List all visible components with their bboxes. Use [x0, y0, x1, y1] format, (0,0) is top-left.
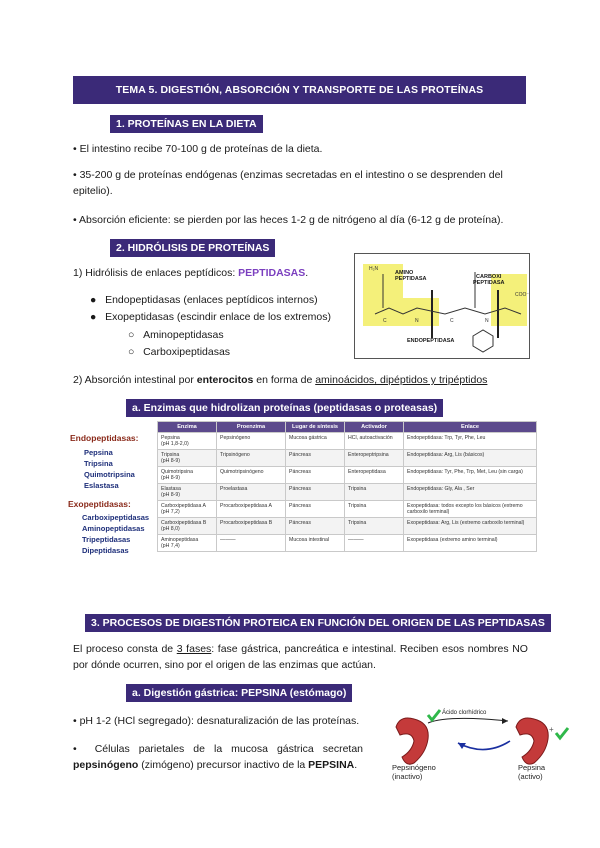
table-cell: Pepsina (pH 1,8-2,0) — [158, 433, 217, 450]
section-1-heading: 1. PROTEÍNAS EN LA DIETA — [110, 115, 263, 133]
table-cell: Páncreas — [286, 450, 345, 467]
bullet-3: • Absorción eficiente: se pierden por las heces 1-2 g de nitrógeno al día (6-12 g de proteína). — [73, 214, 504, 226]
exopeptidase-item: ● Exopeptidasas (escindir enlace de los extremos) — [90, 311, 331, 323]
table-cell: Procarboxipeptidasa B — [217, 518, 286, 535]
list-item: Eslastasa — [84, 481, 119, 490]
svg-text:N: N — [485, 318, 489, 324]
pepsinogen-label: Pepsinógeno (inactivo) — [392, 763, 436, 781]
table-cell: Exopeptidasa (extremo amino terminal) — [404, 535, 537, 552]
hcl-label: Ácido clorhídrico — [442, 710, 487, 716]
table-cell: Endopeptidasa: Gly, Ala , Ser — [404, 484, 537, 501]
table-cell: Endopeptidasa: Tyr, Phe, Trp, Met, Leu (sin carga) — [404, 467, 537, 484]
bullet-1: • El intestino recibe 70-100 g de proteínas de la dieta. — [73, 143, 323, 155]
table-cell: Enteropeptripsina — [345, 450, 404, 467]
table-row — [158, 501, 537, 518]
absorption-line: 2) Absorción intestinal por enterocitos en forma de aminoácidos, dipéptidos y tripéptidos — [73, 374, 488, 386]
aminopeptidase-item: ○ Aminopeptidasas — [128, 329, 224, 341]
table-cell: HCl, autoactivación — [345, 433, 404, 450]
table-header-row — [158, 422, 537, 433]
table-cell: Elastasa (pH 8-9) — [158, 484, 217, 501]
svg-text:H₂N: H₂N — [369, 266, 379, 272]
table-row — [158, 467, 537, 484]
enzyme-table-wrap — [157, 421, 537, 552]
side-list — [70, 433, 149, 556]
gastric-subheading: a. Digestión gástrica: PEPSINA (estómago) — [126, 684, 352, 702]
col-activador: Activador — [345, 422, 404, 433]
col-proenzima: Proenzima — [217, 422, 286, 433]
page-title: TEMA 5. DIGESTIÓN, ABSORCIÓN Y TRANSPORTE DE LAS PROTEÍNAS — [73, 76, 526, 104]
section-3-heading: 3. PROCESOS DE DIGESTIÓN PROTEICA EN FUNCIÓN DEL ORIGEN DE LAS PEPTIDASAS — [85, 614, 551, 632]
col-enzima: Enzima — [158, 422, 217, 433]
list-item: Tripeptidasas — [82, 535, 131, 544]
table-row — [158, 433, 537, 450]
table-cell: Páncreas — [286, 484, 345, 501]
table-cell: Tripsinógeno — [217, 450, 286, 467]
endopeptidases-heading: Endopeptidasas: — [70, 433, 139, 443]
svg-text:COO⁻: COO⁻ — [515, 292, 529, 298]
endopeptidases-list — [70, 447, 149, 491]
svg-text:N: N — [415, 318, 419, 324]
pepsin-label: Pepsina (activo) — [518, 763, 546, 781]
table-cell: Tripsina (pH 8-9) — [158, 450, 217, 467]
table-cell: Proelastasa — [217, 484, 286, 501]
carboxi-peptidase-label: CARBOXI PEPTIDASA — [473, 274, 505, 286]
plus-sign: + — [549, 725, 554, 734]
table-cell: Exopeptidasa: Arg, Lis (extremo carboxilo terminal) — [404, 518, 537, 535]
table-cell: Pepsinógeno — [217, 433, 286, 450]
list-item: Tripsina — [84, 459, 113, 468]
col-lugar: Lugar de síntesis — [286, 422, 345, 433]
list-item: Dipeptidasas — [82, 546, 129, 555]
table-row — [158, 450, 537, 467]
endopeptidase-label: ENDOPEPTIDASA — [407, 338, 455, 344]
table-cell: Carboxipeptidasa A (pH 7,2) — [158, 501, 217, 518]
col-enlace: Enlace — [404, 422, 537, 433]
table-cell: Quimotripsinógeno — [217, 467, 286, 484]
table-cell: ——— — [345, 535, 404, 552]
table-cell: Mucosa gástrica — [286, 433, 345, 450]
enzymes-subheading: a. Enzimas que hidrolizan proteínas (peptidasas o proteasas) — [126, 399, 443, 417]
table-cell: Procarboxipeptidasa A — [217, 501, 286, 518]
list-item: Quimotripsina — [84, 470, 135, 479]
hydrolysis-line: 1) Hidrólisis de enlaces peptídicos: PEPTIDASAS. — [73, 267, 309, 279]
pepsin-activation-figure — [390, 705, 590, 790]
table-cell: Aminopeptidasa (pH 7,4) — [158, 535, 217, 552]
phases-paragraph: El proceso consta de 3 fases: fase gástrica, pancreática e intestinal. Reciben esos nombres NO por dónde ocurren, sino por el origen de las enzimas que actúan. — [73, 643, 528, 671]
table-cell: Tripsina — [345, 518, 404, 535]
parietal-bullet: • Células parietales de la mucosa gástrica secretan pepsinógeno (zimógeno) precursor inactivo de la PEPSINA. — [73, 743, 364, 771]
table-cell: Carboxipeptidasa B (pH 8,0) — [158, 518, 217, 535]
section-2-heading: 2. HIDRÓLISIS DE PROTEÍNAS — [110, 239, 275, 257]
enzyme-table — [157, 421, 537, 552]
table-cell: Exopeptidasa: todos excepto los básicos (extremo carboxilo terminal) — [404, 501, 537, 518]
svg-text:C: C — [450, 318, 454, 324]
ph-bullet: • pH 1-2 (HCl segregado): desnaturalización de las proteínas. — [73, 715, 360, 727]
exopeptidases-heading: Exopeptidasas: — [68, 499, 131, 509]
table-row — [158, 518, 537, 535]
table-cell: Tripsina — [345, 484, 404, 501]
amino-peptidase-label: AMINO PEPTIDASA — [395, 270, 427, 282]
peptide-figure — [354, 253, 530, 359]
table-cell: ——— — [217, 535, 286, 552]
carboxipeptidase-item: ○ Carboxipeptidasas — [128, 346, 231, 358]
list-item: Aminopeptidasas — [82, 524, 145, 533]
list-item: Pepsina — [84, 448, 113, 457]
list-item: Carboxipeptidasas — [82, 513, 150, 522]
table-cell: Endopeptidasa: Arg, Lis (básicos) — [404, 450, 537, 467]
table-cell: Tripsina — [345, 501, 404, 518]
table-row — [158, 484, 537, 501]
table-cell: Páncreas — [286, 501, 345, 518]
bullet-2: • 35-200 g de proteínas endógenas (enzimas secretadas en el intestino o se desprenden del epitelio). — [73, 169, 503, 197]
table-cell: Enteropeptidasa — [345, 467, 404, 484]
svg-text:C: C — [383, 318, 387, 324]
table-cell: Páncreas — [286, 518, 345, 535]
table-cell: Endopeptidasa: Trp, Tyr, Phe, Leu — [404, 433, 537, 450]
table-cell: Quimotripsina (pH 8-9) — [158, 467, 217, 484]
endopeptidase-item: ● Endopeptidasas (enlaces peptídicos internos) — [90, 294, 318, 306]
table-cell: Mucosa intestinal — [286, 535, 345, 552]
table-cell: Páncreas — [286, 467, 345, 484]
exopeptidases-list — [70, 512, 149, 556]
table-row — [158, 535, 537, 552]
